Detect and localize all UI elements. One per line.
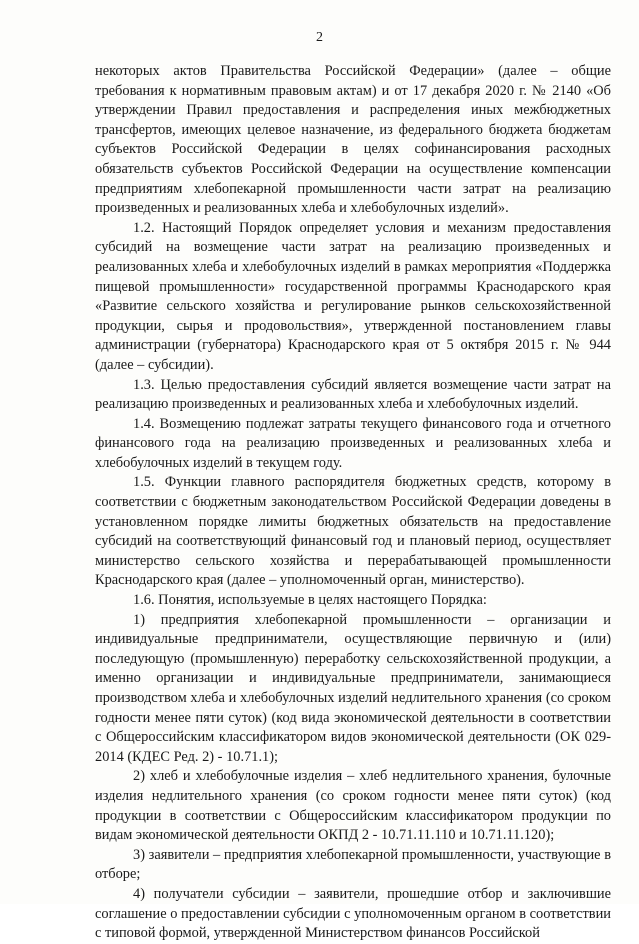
definition-item-4: 4) получатели субсидии – заявители, прошедшие отбор и заключившие соглашение о предоставлении субсидии с уполномоченным органом в соответствии с типовой формой, утвержденной Министерством финансов Российской bbox=[95, 885, 611, 942]
page-number: 2 bbox=[316, 30, 323, 45]
definition-item-2: 2) хлеб и хлебобулочные изделия – хлеб недлительного хранения, булочные изделия недлительного хранения (со сроком годности менее пяти суток) (код продукции в соответствии с Общероссийским классификатором продукции по видам экономической деятельности ОКПД 2 - 10.71.11.110 и 10.71.11.120); bbox=[95, 768, 611, 844]
paragraph-1-6: 1.6. Понятия, используемые в целях настоящего Порядка: bbox=[133, 592, 487, 609]
paragraph-continuation: некоторых актов Правительства Российской Федерации» (далее – общие требования к нормативным правовым актам) и от 17 декабря 2020 г. № 2140 «Об утверждении Правил предоставления и распределения иных межбюджетных трансфертов, имеющих целевое назначение, из федерального бюджета бюджетам субъектов Российской Федерации в целях софинансирования расходных обязательств субъектов Российской Федерации на осуществление компенсации предприятиям хлебопекарной промышленности части затрат на реализацию произведенных и реализованных хлеба и хлебобулочных изделий». bbox=[95, 63, 611, 217]
paragraph-1-2: 1.2. Настоящий Порядок определяет условия и механизм предоставления субсидий на возмещение части затрат на реализацию произведенных и реализованных хлеба и хлебобулочных изделий в рамках мероприятия «Поддержка пищевой промышленности» государственной программы Краснодарского края «Развитие сельского хозяйства и регулирование рынков сельскохозяйственной продукции, сырья и продовольствия», утвержденной постановлением главы администрации (губернатора) Краснодарского края от 5 октября 2015 г. № 944 (далее – субсидии). bbox=[95, 219, 611, 373]
definition-item-3: 3) заявители – предприятия хлебопекарной промышленности, участвующие в отборе; bbox=[95, 846, 611, 883]
paragraph-1-3: 1.3. Целью предоставления субсидий является возмещение части затрат на реализацию произведенных и реализованных хлеба и хлебобулочных изделий. bbox=[95, 376, 611, 413]
paragraph-1-5: 1.5. Функции главного распорядителя бюджетных средств, которому в соответствии с бюджетным законодательством Российской Федерации доведены в установленном порядке лимиты бюджетных обязательств на предоставление субсидий на соответствующий финансовый год и плановый период, осуществляет министерство сельского хозяйства и перерабатывающей промышленности Краснодарского края (далее – уполномоченный орган, министерство). bbox=[95, 474, 611, 589]
paragraph-1-4: 1.4. Возмещению подлежат затраты текущего финансового года и отчетного финансового года на реализацию произведенных и реализованных хлеба и хлебобулочных изделий в текущем году. bbox=[95, 415, 611, 471]
definition-item-1: 1) предприятия хлебопекарной промышленности – организации и индивидуальные предприниматели, осуществляющие первичную и (или) последующую (промышленную) переработку сельскохозяйственной продукции, а именно организации и индивидуальные предприниматели, занимающиеся производством хлеба и хлебобулочных изделий недлительного хранения (со сроком годности менее пяти суток) (код вида экономической деятельности в соответствии с Общероссийским классификатором видов экономической деятельности (ОК 029-2014 (КДЕС Ред. 2) - 10.71.1); bbox=[95, 611, 611, 765]
document-body bbox=[95, 62, 611, 944]
